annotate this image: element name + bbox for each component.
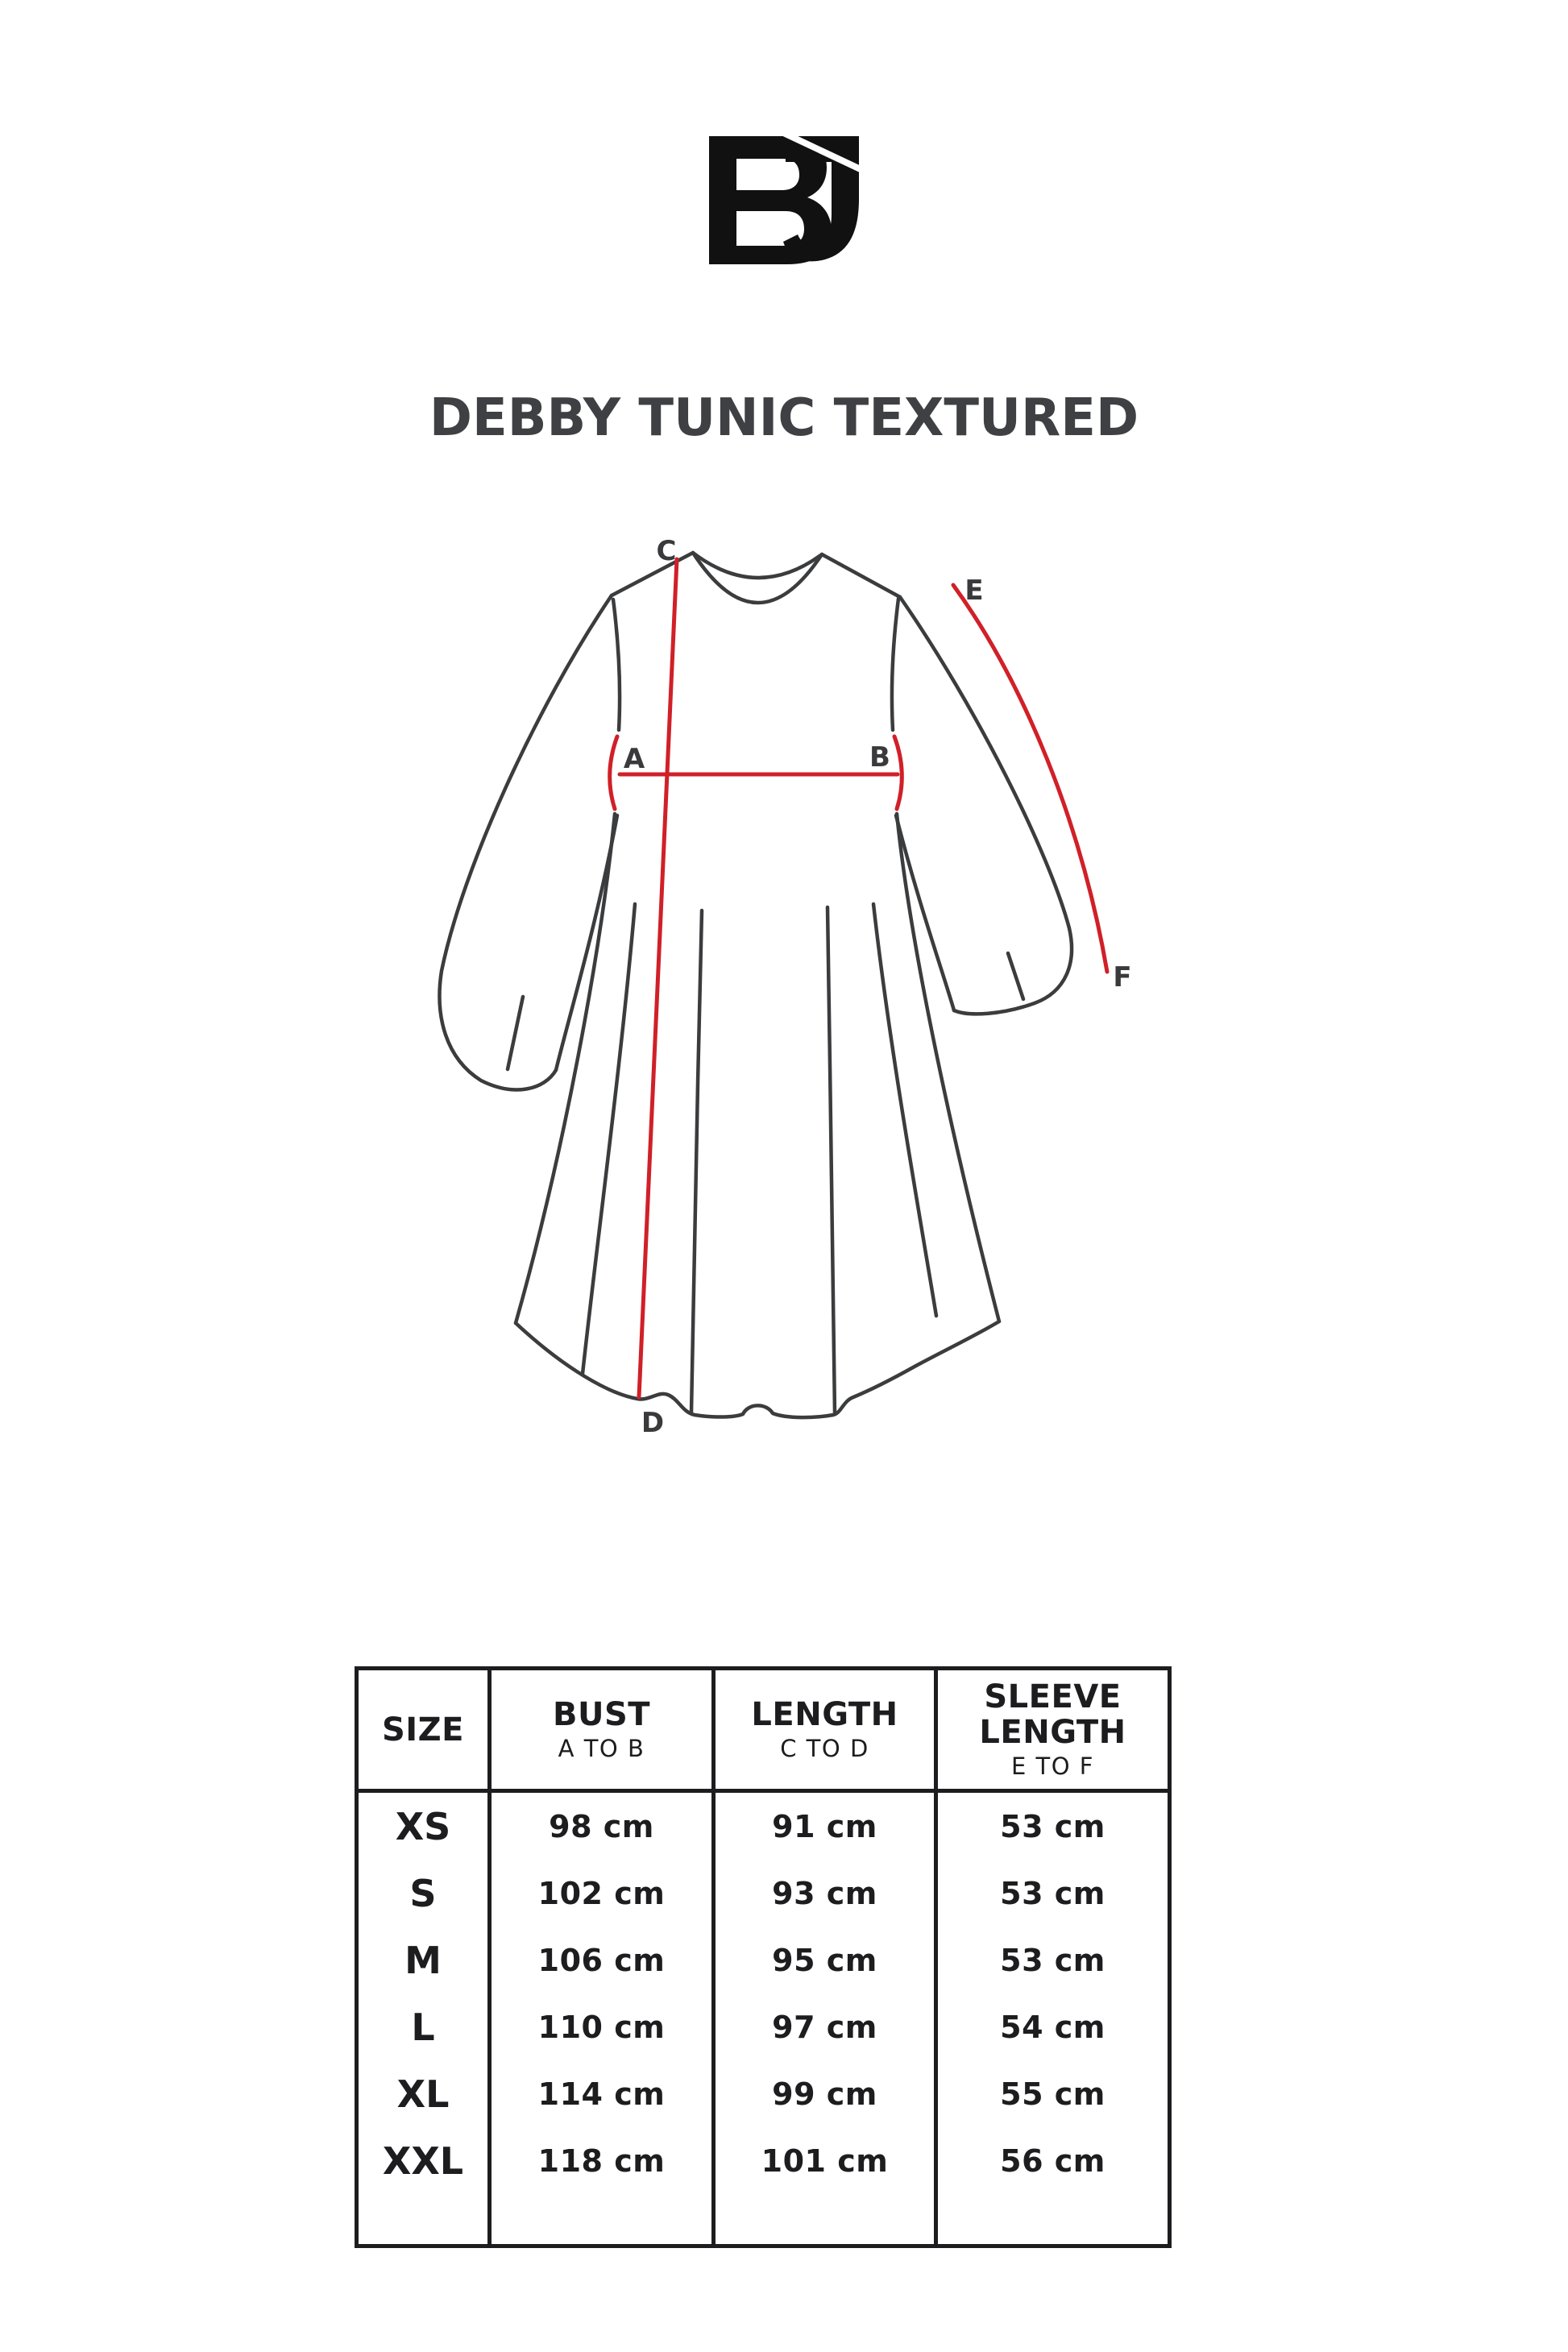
size-label: S (409, 1871, 437, 1915)
table-row-xs-sleeve (938, 1793, 1168, 1860)
right-sleeve-outline (900, 597, 1072, 1014)
table-row-s-bust (492, 1860, 716, 1927)
table-row-m-length (716, 1927, 938, 1993)
header-sleeve-length-sublabel: E TO F (1011, 1752, 1094, 1780)
right-shoulder-seam (822, 554, 900, 597)
size-label: L (411, 2005, 435, 2049)
table-row-l-size (359, 1993, 492, 2060)
table-row-xl-size (359, 2060, 492, 2127)
right-sleeve-inner-seam (896, 815, 954, 1010)
bust-value: 110 cm (537, 2009, 666, 2045)
sleeve-length-value: 53 cm (1000, 1942, 1105, 1978)
right-armhole-seam (892, 599, 898, 730)
point-label-e: E (964, 575, 984, 607)
measurement-lines (610, 559, 1107, 1397)
sleeve-line-e-f (953, 585, 1107, 972)
header-bust (492, 1670, 716, 1793)
skirt-pleat-2 (691, 911, 702, 1412)
left-cuff-gather (508, 997, 523, 1069)
size-chart-table (355, 1666, 1172, 2248)
header-length-sublabel: C TO D (780, 1734, 869, 1762)
header-bust-label: BUST (552, 1695, 651, 1733)
header-length (716, 1670, 938, 1793)
size-label: M (404, 1938, 442, 1982)
length-line-c-d (639, 559, 677, 1397)
bust-value: 98 cm (549, 1808, 654, 1844)
table-bottom-spacer (716, 2194, 938, 2244)
table-row-xl-length (716, 2060, 938, 2127)
tunic-sketch (439, 553, 1072, 1417)
bust-value: 118 cm (537, 2143, 666, 2179)
table-row-s-size (359, 1860, 492, 1927)
table-row-xl-bust (492, 2060, 716, 2127)
table-bottom-spacer (938, 2194, 1168, 2244)
length-value: 93 cm (772, 1875, 877, 1911)
table-bottom-spacer (492, 2194, 716, 2244)
table-row-m-size (359, 1927, 492, 1993)
length-value: 99 cm (772, 2076, 877, 2112)
table-row-xxl-length (716, 2127, 938, 2194)
length-value: 97 cm (772, 2009, 877, 2045)
header-bust-sublabel: A TO B (558, 1734, 645, 1762)
table-row-s-sleeve (938, 1860, 1168, 1927)
table-row-l-length (716, 1993, 938, 2060)
page-title: DEBBY TUNIC TEXTURED (429, 388, 1139, 448)
size-label: XXL (382, 2138, 464, 2183)
table-row-xs-bust (492, 1793, 716, 1860)
neckline-back (693, 553, 822, 578)
point-label-c: C (656, 535, 677, 567)
header-sleeve-length-label: SLEEVE LENGTH (979, 1678, 1126, 1751)
length-value: 91 cm (772, 1808, 877, 1844)
sleeve-length-value: 56 cm (1000, 2143, 1105, 2179)
point-label-d: D (641, 1407, 665, 1439)
length-value: 101 cm (761, 2143, 889, 2179)
table-row-xxl-sleeve (938, 2127, 1168, 2194)
table-row-l-sleeve (938, 1993, 1168, 2060)
skirt-pleat-4 (873, 904, 936, 1316)
header-size (359, 1670, 492, 1793)
table-row-xxl-bust (492, 2127, 716, 2194)
size-label: XS (395, 1804, 451, 1848)
sleeve-length-value: 54 cm (1000, 2009, 1105, 2045)
bust-value: 114 cm (537, 2076, 666, 2112)
table-row-xxl-size (359, 2127, 492, 2194)
point-label-a: A (623, 743, 645, 775)
skirt-pleat-3 (828, 907, 835, 1414)
right-cuff-gather (1008, 953, 1023, 999)
table-row-s-length (716, 1860, 938, 1927)
sleeve-length-value: 55 cm (1000, 2076, 1105, 2112)
left-sleeve-inner-seam (556, 815, 617, 1070)
left-armhole-seam (613, 599, 620, 730)
size-label: XL (396, 2072, 450, 2116)
length-value: 95 cm (772, 1942, 877, 1978)
header-sleeve-length (938, 1670, 1168, 1793)
table-row-xl-sleeve (938, 2060, 1168, 2127)
bust-endpoint-arc-a (610, 736, 617, 809)
table-row-xs-size (359, 1793, 492, 1860)
bust-value: 102 cm (537, 1875, 666, 1911)
left-shoulder-seam (612, 553, 693, 595)
header-size-label: SIZE (381, 1711, 465, 1748)
sleeve-length-value: 53 cm (1000, 1808, 1105, 1844)
point-label-f: F (1113, 961, 1132, 993)
skirt-pleat-1 (583, 904, 635, 1374)
table-row-l-bust (492, 1993, 716, 2060)
table-bottom-spacer (359, 2194, 492, 2244)
right-skirt-edge (897, 814, 999, 1321)
table-row-xs-length (716, 1793, 938, 1860)
bust-value: 106 cm (537, 1942, 666, 1978)
header-length-label: LENGTH (751, 1695, 898, 1733)
table-row-m-bust (492, 1927, 716, 1993)
sleeve-length-value: 53 cm (1000, 1875, 1105, 1911)
table-row-m-sleeve (938, 1927, 1168, 1993)
point-label-b: B (869, 741, 890, 774)
